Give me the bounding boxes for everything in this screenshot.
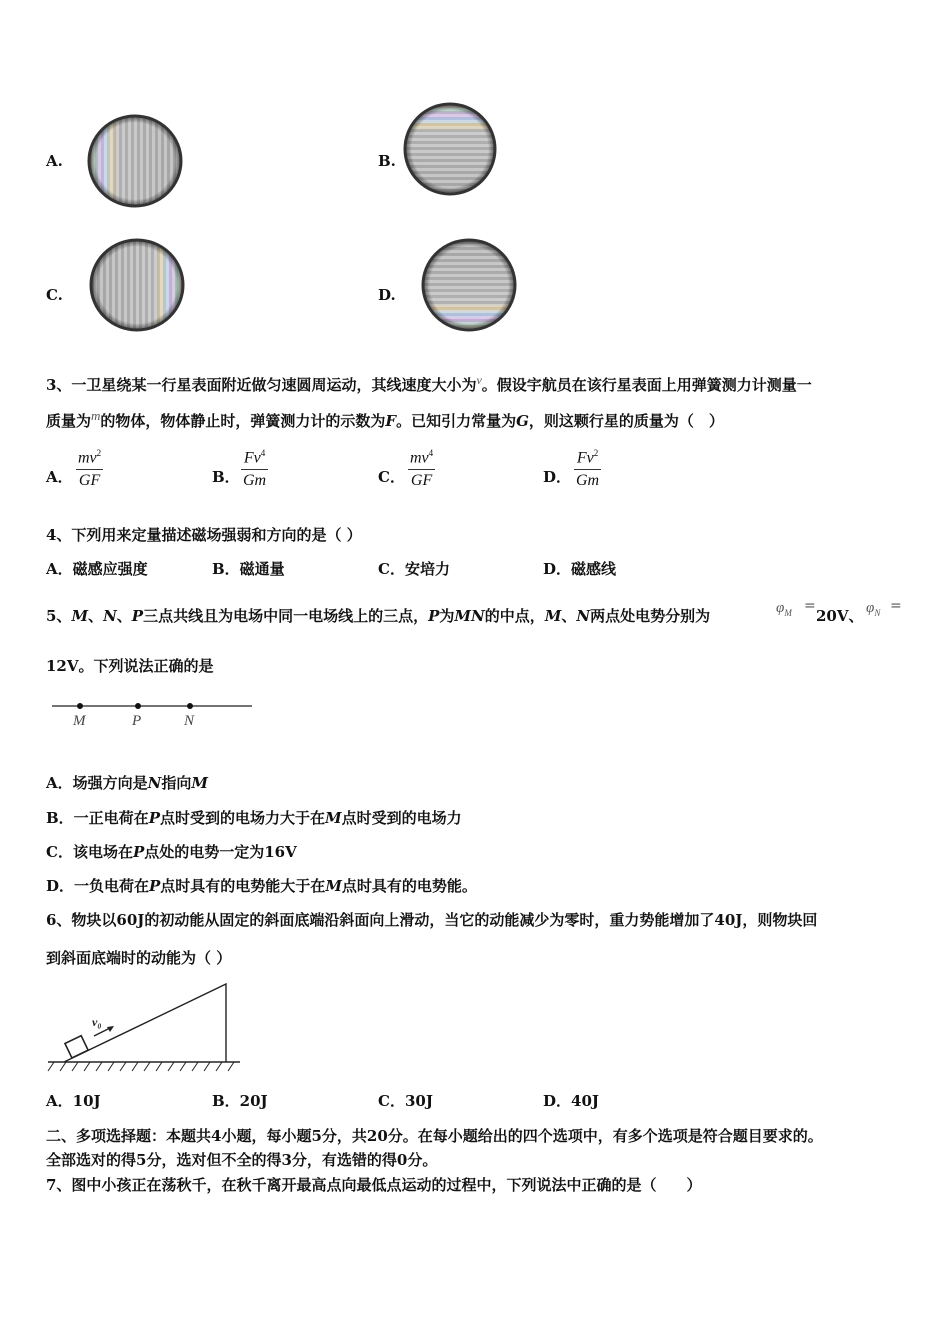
q3-option-b-fraction	[241, 442, 268, 492]
q6-option-d: D．40J	[543, 1092, 599, 1110]
equals-sign: =	[804, 598, 816, 614]
q5-text: 两点处电势分别为	[590, 607, 711, 625]
q3-text: 。已知引力常量为	[396, 412, 517, 430]
q3-option-c-fraction	[408, 442, 435, 492]
q6-stem-line2: 到斜面底端时的动能为（ ）	[46, 949, 232, 967]
q7-stem: 7、图中小孩正在荡秋千，在秋千离开最高点向最低点运动的过程中，下列说法中正确的是（ ）	[46, 1176, 702, 1194]
q5-option-d	[46, 876, 477, 896]
phi-m-value: 20V、	[816, 607, 864, 625]
q4-stem: 4、下列用来定量描述磁场强弱和方向的是（ ）	[46, 526, 362, 544]
P-symbol: P	[131, 607, 144, 625]
symbol: N	[147, 774, 162, 792]
velocity-label: v₀	[92, 1015, 102, 1029]
q5-stem-line2: 12V。下列说法正确的是	[46, 657, 214, 675]
N-symbol: N	[103, 607, 117, 625]
q3-text: 。假设宇航员在该行星表面上用弹簧测力计测量一	[481, 376, 812, 394]
q2-option-b-fringe-image	[402, 102, 498, 196]
m-symbol: m	[91, 408, 101, 423]
N-symbol: N	[576, 607, 591, 625]
q2-option-d-fringe-image	[420, 238, 518, 332]
q3-stem-line2	[46, 406, 724, 431]
q6-option-c: C．30J	[378, 1092, 433, 1110]
label-n: N	[184, 713, 195, 729]
symbol: M	[324, 809, 342, 827]
numerator: Fv	[576, 449, 594, 467]
q3-option-b-label: B．	[212, 468, 240, 486]
option-text: 点时受到的电场力	[341, 809, 462, 827]
F-symbol: F	[385, 412, 397, 430]
q5-stem-line1	[46, 606, 710, 626]
q5-text: 5、	[46, 607, 72, 625]
q3-text: ，则这颗行星的质量为（ ）	[528, 412, 724, 430]
G-symbol: G	[516, 412, 529, 430]
q5-field-line-diagram	[50, 698, 255, 732]
q3-text: 的物体，物体静止时，弹簧测力计的示数为	[100, 412, 386, 430]
option-text: 点处的电势一定为16V	[144, 843, 297, 861]
q3-stem-line1	[46, 370, 812, 395]
q5-option-a	[46, 773, 208, 793]
q2-option-a-label: A.	[46, 152, 63, 170]
phi-symbol: φ	[776, 600, 785, 616]
point-p-dot	[135, 703, 141, 709]
option-text: 点时具有的电势能大于在	[160, 877, 326, 895]
M-symbol: M	[544, 607, 562, 625]
phi-symbol: φ	[866, 600, 875, 616]
point-m-dot	[77, 703, 83, 709]
M-symbol: M	[71, 607, 89, 625]
denominator: Gm	[243, 472, 267, 490]
q5-text: 、	[88, 607, 104, 625]
q5-option-c	[46, 842, 297, 862]
denominator: Gm	[576, 472, 600, 490]
P-symbol: P	[428, 607, 440, 625]
exponent: 2	[96, 448, 102, 458]
q3-option-c-label: C．	[378, 468, 405, 486]
q2-option-c-fringe-image	[88, 238, 186, 332]
q2-option-c-label: C.	[46, 286, 63, 304]
q5-option-b	[46, 808, 462, 828]
q3-option-a-fraction	[76, 442, 103, 492]
symbol: P	[132, 843, 145, 861]
q2-option-a-fringe-image	[86, 114, 184, 208]
phi-n-symbol	[866, 598, 880, 618]
option-text: 指向	[161, 774, 192, 792]
section2-heading-line2: 全部选对的得5分，选对但不全的得3分，有选错的得0分。	[46, 1151, 438, 1169]
numerator: mv	[78, 449, 97, 467]
q5-text: 的中点，	[484, 607, 545, 625]
denominator: GF	[410, 472, 433, 490]
exponent: 4	[260, 448, 266, 458]
q2-option-b-label: B.	[378, 152, 396, 170]
q3-text: 质量为	[46, 412, 92, 430]
symbol: M	[191, 774, 208, 792]
option-text: 点时受到的电场力大于在	[159, 809, 325, 827]
q2-option-d-label: D.	[378, 286, 396, 304]
numerator: mv	[410, 449, 429, 467]
symbol: M	[325, 877, 342, 895]
q3-text: 3、一卫星绕某一行星表面附近做匀速圆周运动，其线速度大小为	[46, 376, 477, 394]
denominator: GF	[78, 472, 101, 490]
q6-incline-diagram	[44, 978, 244, 1078]
section2-heading-line1: 二、多项选择题：本题共4小题，每小题5分，共20分。在每小题给出的四个选项中，有多个选项是符合题目要求的。	[46, 1127, 823, 1145]
label-m: M	[73, 713, 86, 729]
MN-symbol: MN	[454, 607, 485, 625]
q5-text: 、	[561, 607, 577, 625]
q6-option-b: B．20J	[212, 1092, 268, 1110]
block	[65, 1036, 88, 1058]
exponent: 4	[428, 448, 434, 458]
q4-option-a: A．磁感应强度	[46, 560, 148, 578]
option-text: 点时具有的电势能。	[341, 877, 477, 895]
q5-text: 、	[116, 607, 132, 625]
q3-option-d-label: D．	[543, 468, 572, 486]
exponent: 2	[593, 448, 599, 458]
point-n-dot	[187, 703, 193, 709]
q6-option-a: A．10J	[46, 1092, 101, 1110]
phi-m-symbol	[776, 598, 792, 618]
q3-option-a-label: A．	[46, 468, 73, 486]
q4-option-b: B．磁通量	[212, 560, 285, 578]
option-text: D．一负电荷在	[46, 877, 150, 895]
phi-subscript: N	[874, 608, 881, 618]
q4-option-c: C．安培力	[378, 560, 450, 578]
ground-hatch	[48, 1062, 234, 1071]
option-text: B．一正电荷在	[46, 809, 149, 827]
symbol: P	[149, 877, 161, 895]
option-text: C．该电场在	[46, 843, 133, 861]
q6-stem-line1: 6、物块以60J的初动能从固定的斜面底端沿斜面向上滑动，当它的动能减少为零时，重力势能增加了40J，则物块回	[46, 911, 818, 929]
q5-text: 三点共线且为电场中同一电场线上的三点，	[143, 607, 429, 625]
q3-option-d-fraction	[574, 442, 601, 492]
phi-subscript: M	[784, 608, 792, 618]
label-p: P	[132, 713, 142, 729]
option-text: A．场强方向是	[46, 774, 148, 792]
numerator: Fv	[243, 449, 261, 467]
symbol: P	[148, 809, 160, 827]
v-symbol: v	[476, 373, 482, 387]
q5-text: 为	[439, 607, 455, 625]
q4-option-d: D．磁感线	[543, 560, 617, 578]
equals-sign: =	[890, 598, 902, 614]
